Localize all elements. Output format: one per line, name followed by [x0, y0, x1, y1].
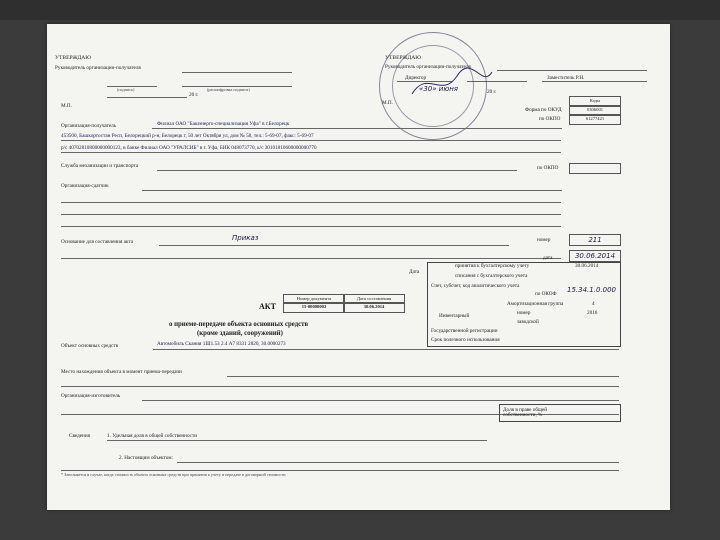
- remove-label: списания с бухгалтерского учета: [455, 273, 528, 279]
- signature-mark: [407, 64, 497, 104]
- fraction-label: Сведения: [69, 433, 90, 439]
- object-line: [153, 349, 619, 350]
- date-label: дата: [543, 255, 553, 261]
- okud-value: 0306001: [569, 105, 621, 116]
- okof-value: 15.34.1.0.000: [567, 286, 616, 294]
- state-reg-label: Государственной регистрации: [431, 328, 498, 334]
- sender-line: [142, 190, 562, 191]
- share-box: [499, 404, 621, 422]
- codes-header: Коды: [569, 96, 621, 107]
- fraction-value: 1. Удельная доля в общей собственности: [107, 433, 198, 439]
- place-line-2: [61, 386, 619, 387]
- account-label: Счет, субсчет, код аналитического учета: [431, 283, 520, 289]
- doc-date: 30.06.2014: [343, 302, 405, 313]
- manufacturer-label: Организация-изготовитель: [61, 393, 121, 399]
- act-title: АКТ: [259, 302, 276, 311]
- sender-line-3: [61, 214, 561, 215]
- address-line: 453500, Башкортостан Респ, Белорецкий р-н, Белорецк г, 50 лет Октября ул, дом № 58, тел.: 5-69-07, факс: 5-69-07: [61, 133, 314, 139]
- accept-value: 30.06.2014: [575, 263, 599, 269]
- okof-label: по ОКОФ: [535, 291, 557, 297]
- bank-line: р/с 40702810800000000123, в банке Филиал ОАО "УРАЛСИБ" в г. Уфа, БИК 048073770, к/с 30101810600000000770: [61, 145, 317, 151]
- recipient-label: Организация-получатель: [61, 123, 117, 129]
- recipient-value: Филиал ОАО "Башэнерго-специализация Уфа" в г.Белорецк: [157, 121, 290, 127]
- amort-value: 4: [592, 301, 595, 307]
- object-label: Объект основных средств: [61, 343, 119, 349]
- doc-number: 15-00000002: [283, 302, 345, 313]
- act-subtitle: о приеме-передаче объекта основных средств: [169, 321, 309, 328]
- deliver-role-line: [497, 70, 647, 71]
- okpo-label: по ОКПО: [539, 116, 561, 122]
- recipient-line: [152, 128, 562, 129]
- number-cell: [569, 234, 621, 246]
- second-label: 2. Настоящим объектом:: [119, 455, 173, 461]
- deliver-date: 20 г.: [487, 89, 497, 95]
- number-label: номер: [537, 237, 551, 243]
- footnote: * Заполняется в случае, когда стоимость объекта основных средств при принятии к учету и передаче в договорной стоимости: [61, 472, 286, 477]
- amort-label: Амортизационная группа: [507, 301, 564, 307]
- doc-date-header: Дата составления: [343, 294, 405, 304]
- object-value: Автомобиль Скания 1Ш1.53 2.4 А7 8331 2820, 30.0000273: [157, 341, 286, 347]
- approve-role-line: [182, 72, 292, 73]
- second-line: [177, 462, 619, 463]
- inv-label: Инвентарный: [439, 313, 470, 319]
- service-line: [157, 170, 517, 171]
- sender-line-4: [61, 226, 561, 227]
- okud-label: Форма по ОКУД: [525, 107, 562, 113]
- deliver-handwritten-date: «30» июня: [419, 85, 459, 93]
- basis-line: [159, 245, 509, 246]
- basis-label: Основание для составления акта: [61, 239, 134, 245]
- date-cell: [569, 250, 621, 262]
- deliver-heading: УТВЕРЖДАЮ: [385, 55, 422, 61]
- deliver-role: Руководитель организации-получателя: [385, 64, 471, 70]
- approve-mp: М.П.: [61, 103, 72, 109]
- fraction-line: [107, 440, 487, 441]
- approve-name-label: (расшифровка подписи): [207, 87, 250, 92]
- service-label: Служба механизации и транспорта: [61, 163, 139, 169]
- accept-label: принятия к бухгалтерскому учету: [455, 263, 530, 269]
- place-label: Место нахождения объекта в момент приема-передачи: [61, 369, 182, 375]
- okpo-value: 61277421: [569, 114, 621, 125]
- inv-value: 2016: [587, 310, 598, 316]
- address-underline: [61, 140, 561, 141]
- deliver-name-line: [542, 81, 647, 82]
- document-page: [47, 24, 670, 510]
- factory-label: заводской: [517, 319, 539, 325]
- sender-line-2: [61, 202, 561, 203]
- footnote-rule: [61, 470, 619, 471]
- number-word: номер: [517, 310, 531, 316]
- deliver-position: Директор: [405, 75, 427, 81]
- okpo2-value: [569, 163, 621, 174]
- approve-date-line: [107, 97, 187, 98]
- share-label: Доля в праве общей собственности, %: [503, 407, 548, 419]
- deliver-mp: М.П.: [382, 100, 393, 106]
- basis-value: Приказ: [232, 234, 259, 242]
- approve-sign-label: (подпись): [117, 87, 135, 92]
- manufacturer-line: [142, 400, 619, 401]
- top-bar: [0, 0, 720, 20]
- date-word: Дата: [409, 269, 420, 275]
- bank-underline: [61, 152, 561, 153]
- number-value: 211: [588, 235, 602, 244]
- act-subtitle-2: (кроме зданий, сооружений): [197, 330, 283, 337]
- sender-label: Организация-сдатчик: [61, 183, 109, 189]
- okpo2-label: по ОКПО: [537, 165, 559, 171]
- approve-role: Руководитель организации-получателя: [55, 65, 141, 71]
- place-line: [227, 376, 619, 377]
- approve-heading: УТВЕРЖДАЮ: [55, 55, 92, 61]
- doc-number-header: Номер документа: [283, 294, 345, 304]
- useful-label: Срок полезного использования: [431, 337, 500, 343]
- date-value: 30.06.2014: [574, 251, 616, 260]
- deliver-name: Заместитель Р.Н.: [547, 75, 585, 81]
- approve-year: 20 г.: [189, 92, 199, 98]
